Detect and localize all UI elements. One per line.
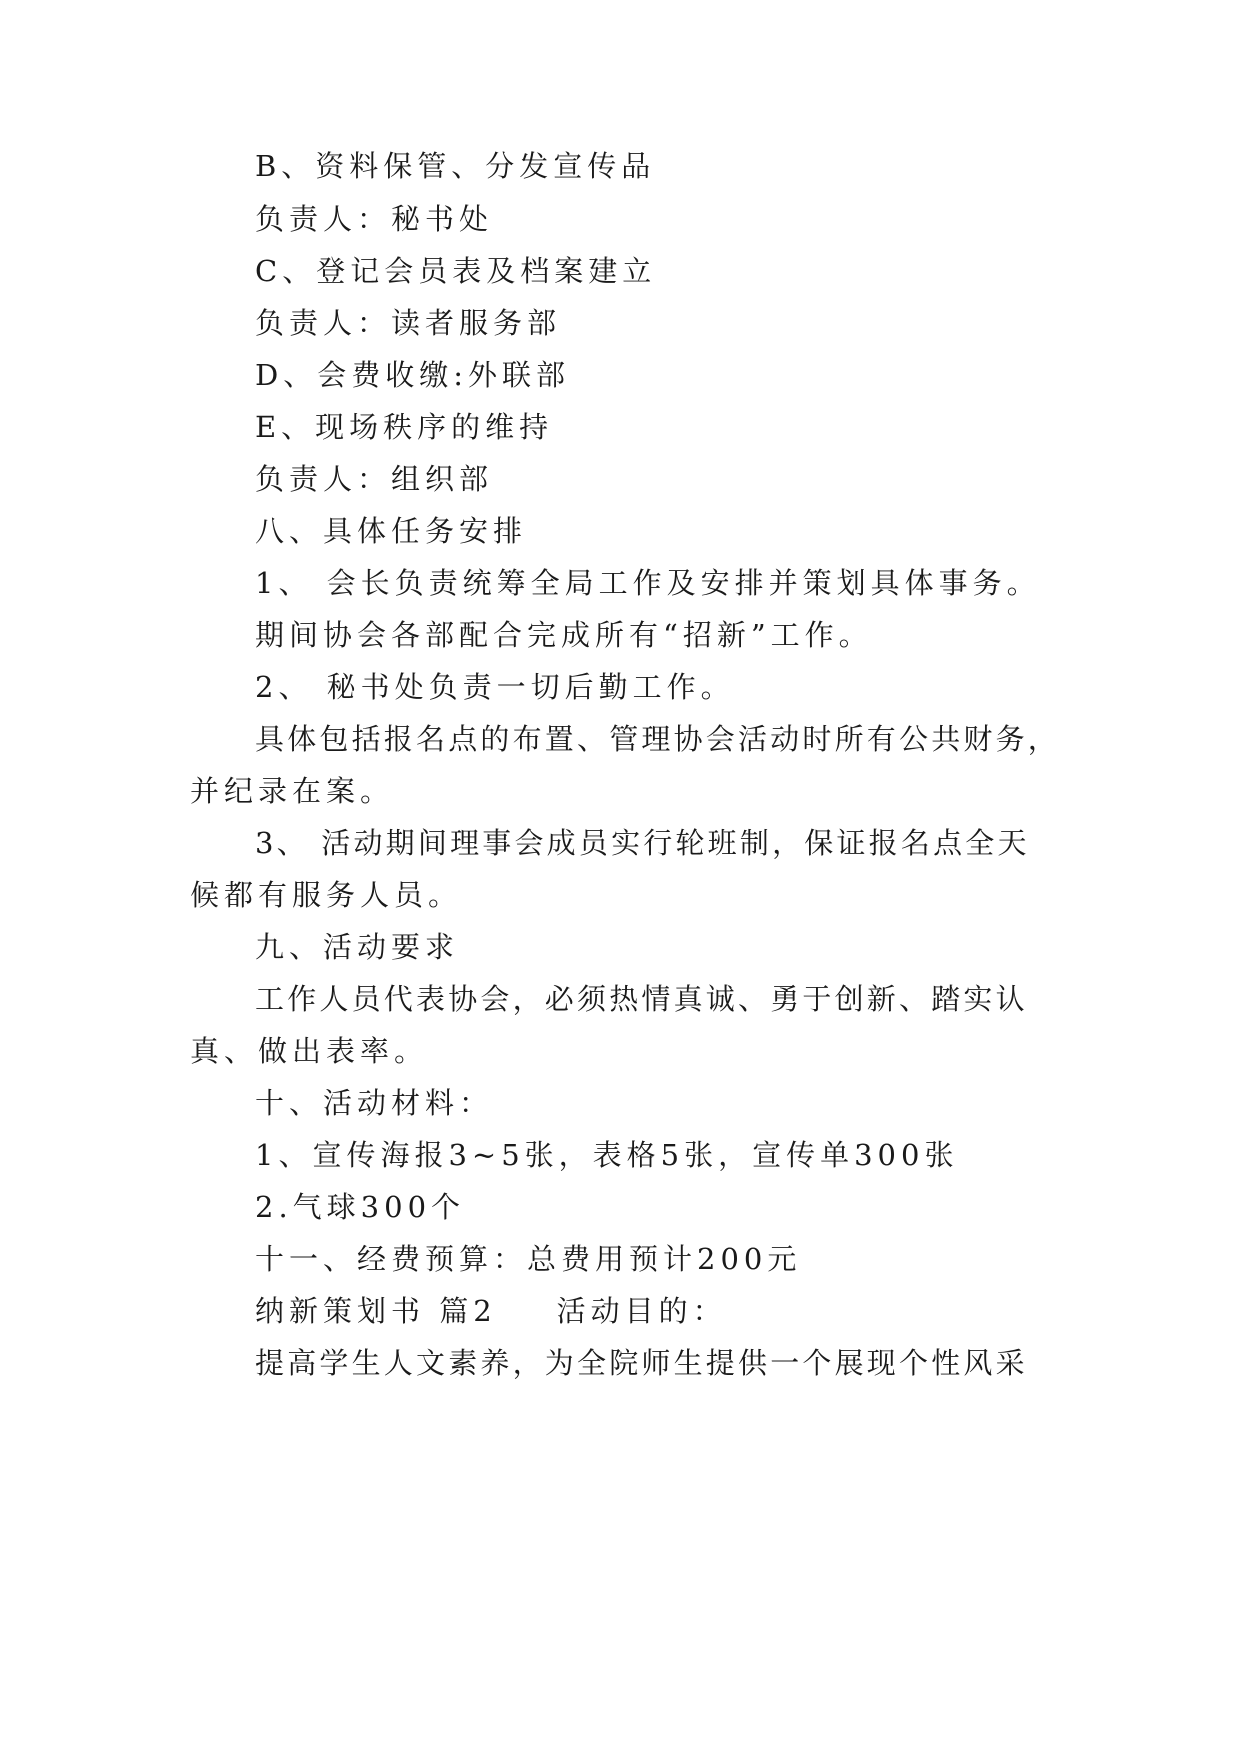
section-heading: 十、活动材料： — [255, 1086, 494, 1120]
text-line: 负责人：读者服务部 — [255, 306, 562, 340]
text-line: 负责人：组织部 — [255, 462, 494, 496]
text-line: 3、 活动期间理事会成员实行轮班制，保证报名点全天 — [255, 826, 1030, 860]
text-line: E、现场秩序的维持 — [255, 410, 554, 444]
text-line: 提高学生人文素养，为全院师生提供一个展现个性风采 — [255, 1346, 1028, 1380]
text-line: B、资料保管、分发宣传品 — [255, 149, 656, 183]
text-line: 工作人员代表协会，必须热情真诚、勇于创新、踏实认 — [255, 982, 1028, 1016]
text-line: 2、 秘书处负责一切后勤工作。 — [255, 670, 735, 704]
text-line: 2.气球300个 — [255, 1190, 466, 1224]
text-line: 真、做出表率。 — [190, 1034, 429, 1068]
text-line: 负责人：秘书处 — [255, 202, 494, 236]
text-line: 并纪录在案。 — [190, 774, 395, 808]
article-title: 纳新策划书 篇2 — [255, 1294, 497, 1328]
activity-purpose-heading: 活动目的： — [556, 1294, 727, 1328]
text-line: 候都有服务人员。 — [190, 878, 463, 912]
text-line: 具体包括报名点的布置、管理协会活动时所有公共财务， — [255, 722, 1061, 756]
text-line: D、会费收缴:外联部 — [255, 358, 571, 392]
section-heading: 九、活动要求 — [255, 930, 460, 964]
section-heading: 十一、经费预算：总费用预计200元 — [255, 1242, 802, 1276]
text-line: 1、宣传海报3~5张，表格5张，宣传单300张 — [255, 1138, 959, 1172]
section-heading: 八、具体任务安排 — [255, 514, 528, 548]
text-line: 期间协会各部配合完成所有“招新”工作。 — [255, 618, 873, 652]
article-title-line — [255, 1291, 727, 1331]
text-line: 1、 会长负责统筹全局工作及安排并策划具体事务。 — [255, 566, 1041, 600]
text-line: C、登记会员表及档案建立 — [255, 254, 657, 288]
